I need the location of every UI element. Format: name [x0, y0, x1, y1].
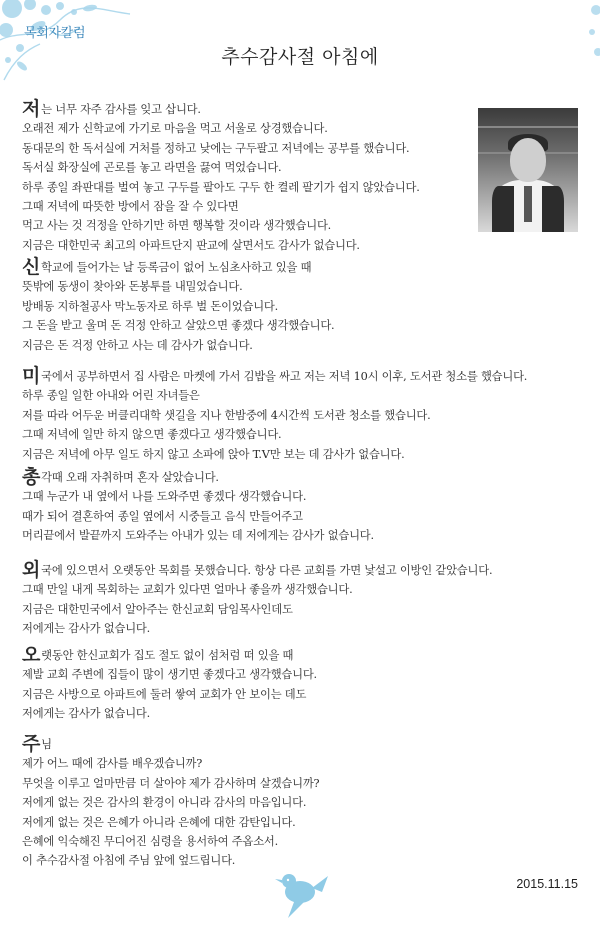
paragraph-line: 지금은 저녁에 아무 일도 하지 않고 소파에 앉아 T.V만 보는 데 감사가 없습니다.	[22, 447, 405, 461]
paragraph-line: 그때 누군가 내 옆에서 나를 도와주면 좋겠다 생각했습니다.	[22, 490, 307, 504]
drop-cap: 오	[22, 644, 41, 666]
paragraph-line: 그 돈을 받고 울며 돈 걱정 안하고 살았으면 좋겠다 생각했습니다.	[22, 319, 335, 333]
drop-cap: 주	[22, 733, 41, 755]
paragraph-line: 저는 너무 자주 감사를 잊고 삽니다.	[22, 98, 201, 120]
paragraph-5	[22, 561, 492, 639]
paragraph-line: 독서실 화장실에 곤로를 놓고 라면을 끓여 먹었습니다.	[22, 161, 282, 175]
paragraph-line: 방배동 지하철공사 막노동자로 하루 벌 돈이었습니다.	[22, 299, 279, 313]
paragraph-line: 저에게 없는 것은 은혜가 아니라 은혜에 대한 감탄입니다.	[22, 815, 296, 829]
paragraph-line: 그때 만일 내게 목회하는 교회가 있다면 얼마나 좋을까 생각했습니다.	[22, 583, 353, 597]
author-photo	[478, 108, 578, 232]
drop-cap: 저	[22, 98, 41, 120]
paragraph-line: 은혜에 익숙해진 무디어진 심령을 용서하여 주옵소서.	[22, 834, 279, 848]
paragraph-line: 오래전 제가 신학교에 가기로 마음을 먹고 서울로 상경했습니다.	[22, 122, 328, 136]
drop-cap: 미	[22, 365, 41, 387]
paragraph-line: 외국에 있으면서 오랫동안 목회를 못했습니다. 항상 다른 교회를 가면 낯설고 이방인 같았습니다.	[22, 559, 493, 581]
paragraph-line: 총각때 오래 자취하며 혼자 살았습니다.	[22, 466, 219, 488]
paragraph-line: 오랫동안 한신교회가 집도 절도 없이 섬처럼 떠 있을 때	[22, 644, 294, 666]
paragraph-6	[22, 646, 317, 724]
paragraph-line: 주님	[22, 733, 52, 755]
paragraph-7	[22, 735, 319, 871]
paragraph-line: 먹고 사는 것 걱정을 안하기만 하면 행복할 것이라 생각했습니다.	[22, 219, 332, 233]
paragraph-line: 하루 종일 좌판대를 벌여 놓고 구두를 팔아도 구두 한 켤레 팔기가 쉽지 않았습니다.	[22, 180, 420, 194]
paragraph-line: 하루 종일 일한 아내와 어린 자녀들은	[22, 389, 200, 403]
paragraph-line: 제가 어느 때에 감사를 배우겠습니까?	[22, 757, 203, 771]
paragraph-line: 이 추수감사절 아침에 주님 앞에 엎드립니다.	[22, 854, 236, 868]
paragraph-line: 지금은 사방으로 아파트에 둘러 쌓여 교회가 안 보이는 데도	[22, 687, 307, 701]
paragraph-line: 저에게 없는 것은 감사의 환경이 아니라 감사의 마음입니다.	[22, 796, 307, 810]
bird-icon	[270, 868, 332, 920]
paragraph-line: 때가 되어 결혼하여 종일 옆에서 시중들고 음식 만들어주고	[22, 509, 303, 523]
paragraph-1	[22, 100, 420, 255]
paragraph-line: 지금은 대한민국에서 알아주는 한신교회 담임목사인데도	[22, 602, 293, 616]
paragraph-3	[22, 367, 527, 464]
paragraph-line: 제발 교회 주변에 집들이 많이 생기면 좋겠다고 생각했습니다.	[22, 668, 317, 682]
paragraph-line: 지금은 돈 걱정 안하고 사는 데 감사가 없습니다.	[22, 338, 253, 352]
paragraph-line: 무엇을 이루고 얼마만큼 더 살아야 제가 감사하며 살겠습니까?	[22, 776, 320, 790]
page-title: 추수감사절 아침에	[221, 46, 379, 68]
paragraph-line: 머리끝에서 발끝까지 도와주는 아내가 있는 데 저에게는 감사가 없습니다.	[22, 529, 374, 543]
paragraph-line: 지금은 대한민국 최고의 아파트단지 판교에 살면서도 감사가 없습니다.	[22, 238, 360, 252]
drop-cap: 총	[22, 466, 41, 488]
column-category-label: 목회자칼럼	[24, 26, 86, 41]
paragraph-line: 저에게는 감사가 없습니다.	[22, 622, 151, 636]
paragraph-line: 그때 저녁에 따뜻한 방에서 잠을 잘 수 있다면	[22, 199, 239, 213]
paragraph-line: 신학교에 들어가는 날 등록금이 없어 노심초사하고 있을 때	[22, 256, 312, 278]
paragraph-line: 그때 저녁에 일만 하지 않으면 좋겠다고 생각했습니다.	[22, 428, 282, 442]
column-date: 2015.11.15	[516, 877, 578, 891]
paragraph-line: 저를 따라 어두운 버클리대학 샛길을 지나 한밤중에 4시간씩 도서관 청소를 했습니다.	[22, 408, 431, 422]
paragraph-2	[22, 258, 334, 355]
drop-cap: 외	[22, 559, 41, 581]
paragraph-line: 저에게는 감사가 없습니다.	[22, 707, 151, 721]
paragraph-4	[22, 468, 374, 546]
drop-cap: 신	[22, 256, 41, 278]
paragraph-line: 동대문의 한 독서실에 거처를 정하고 낮에는 구두팔고 저녁에는 공부를 했습니다.	[22, 141, 410, 155]
paragraph-line: 뜻밖에 동생이 찾아와 돈봉투를 내밀었습니다.	[22, 280, 243, 294]
paragraph-line: 미국에서 공부하면서 집 사람은 마켓에 가서 김밥을 싸고 저는 저녁 10시 이후, 도서관 청소를 했습니다.	[22, 365, 528, 387]
